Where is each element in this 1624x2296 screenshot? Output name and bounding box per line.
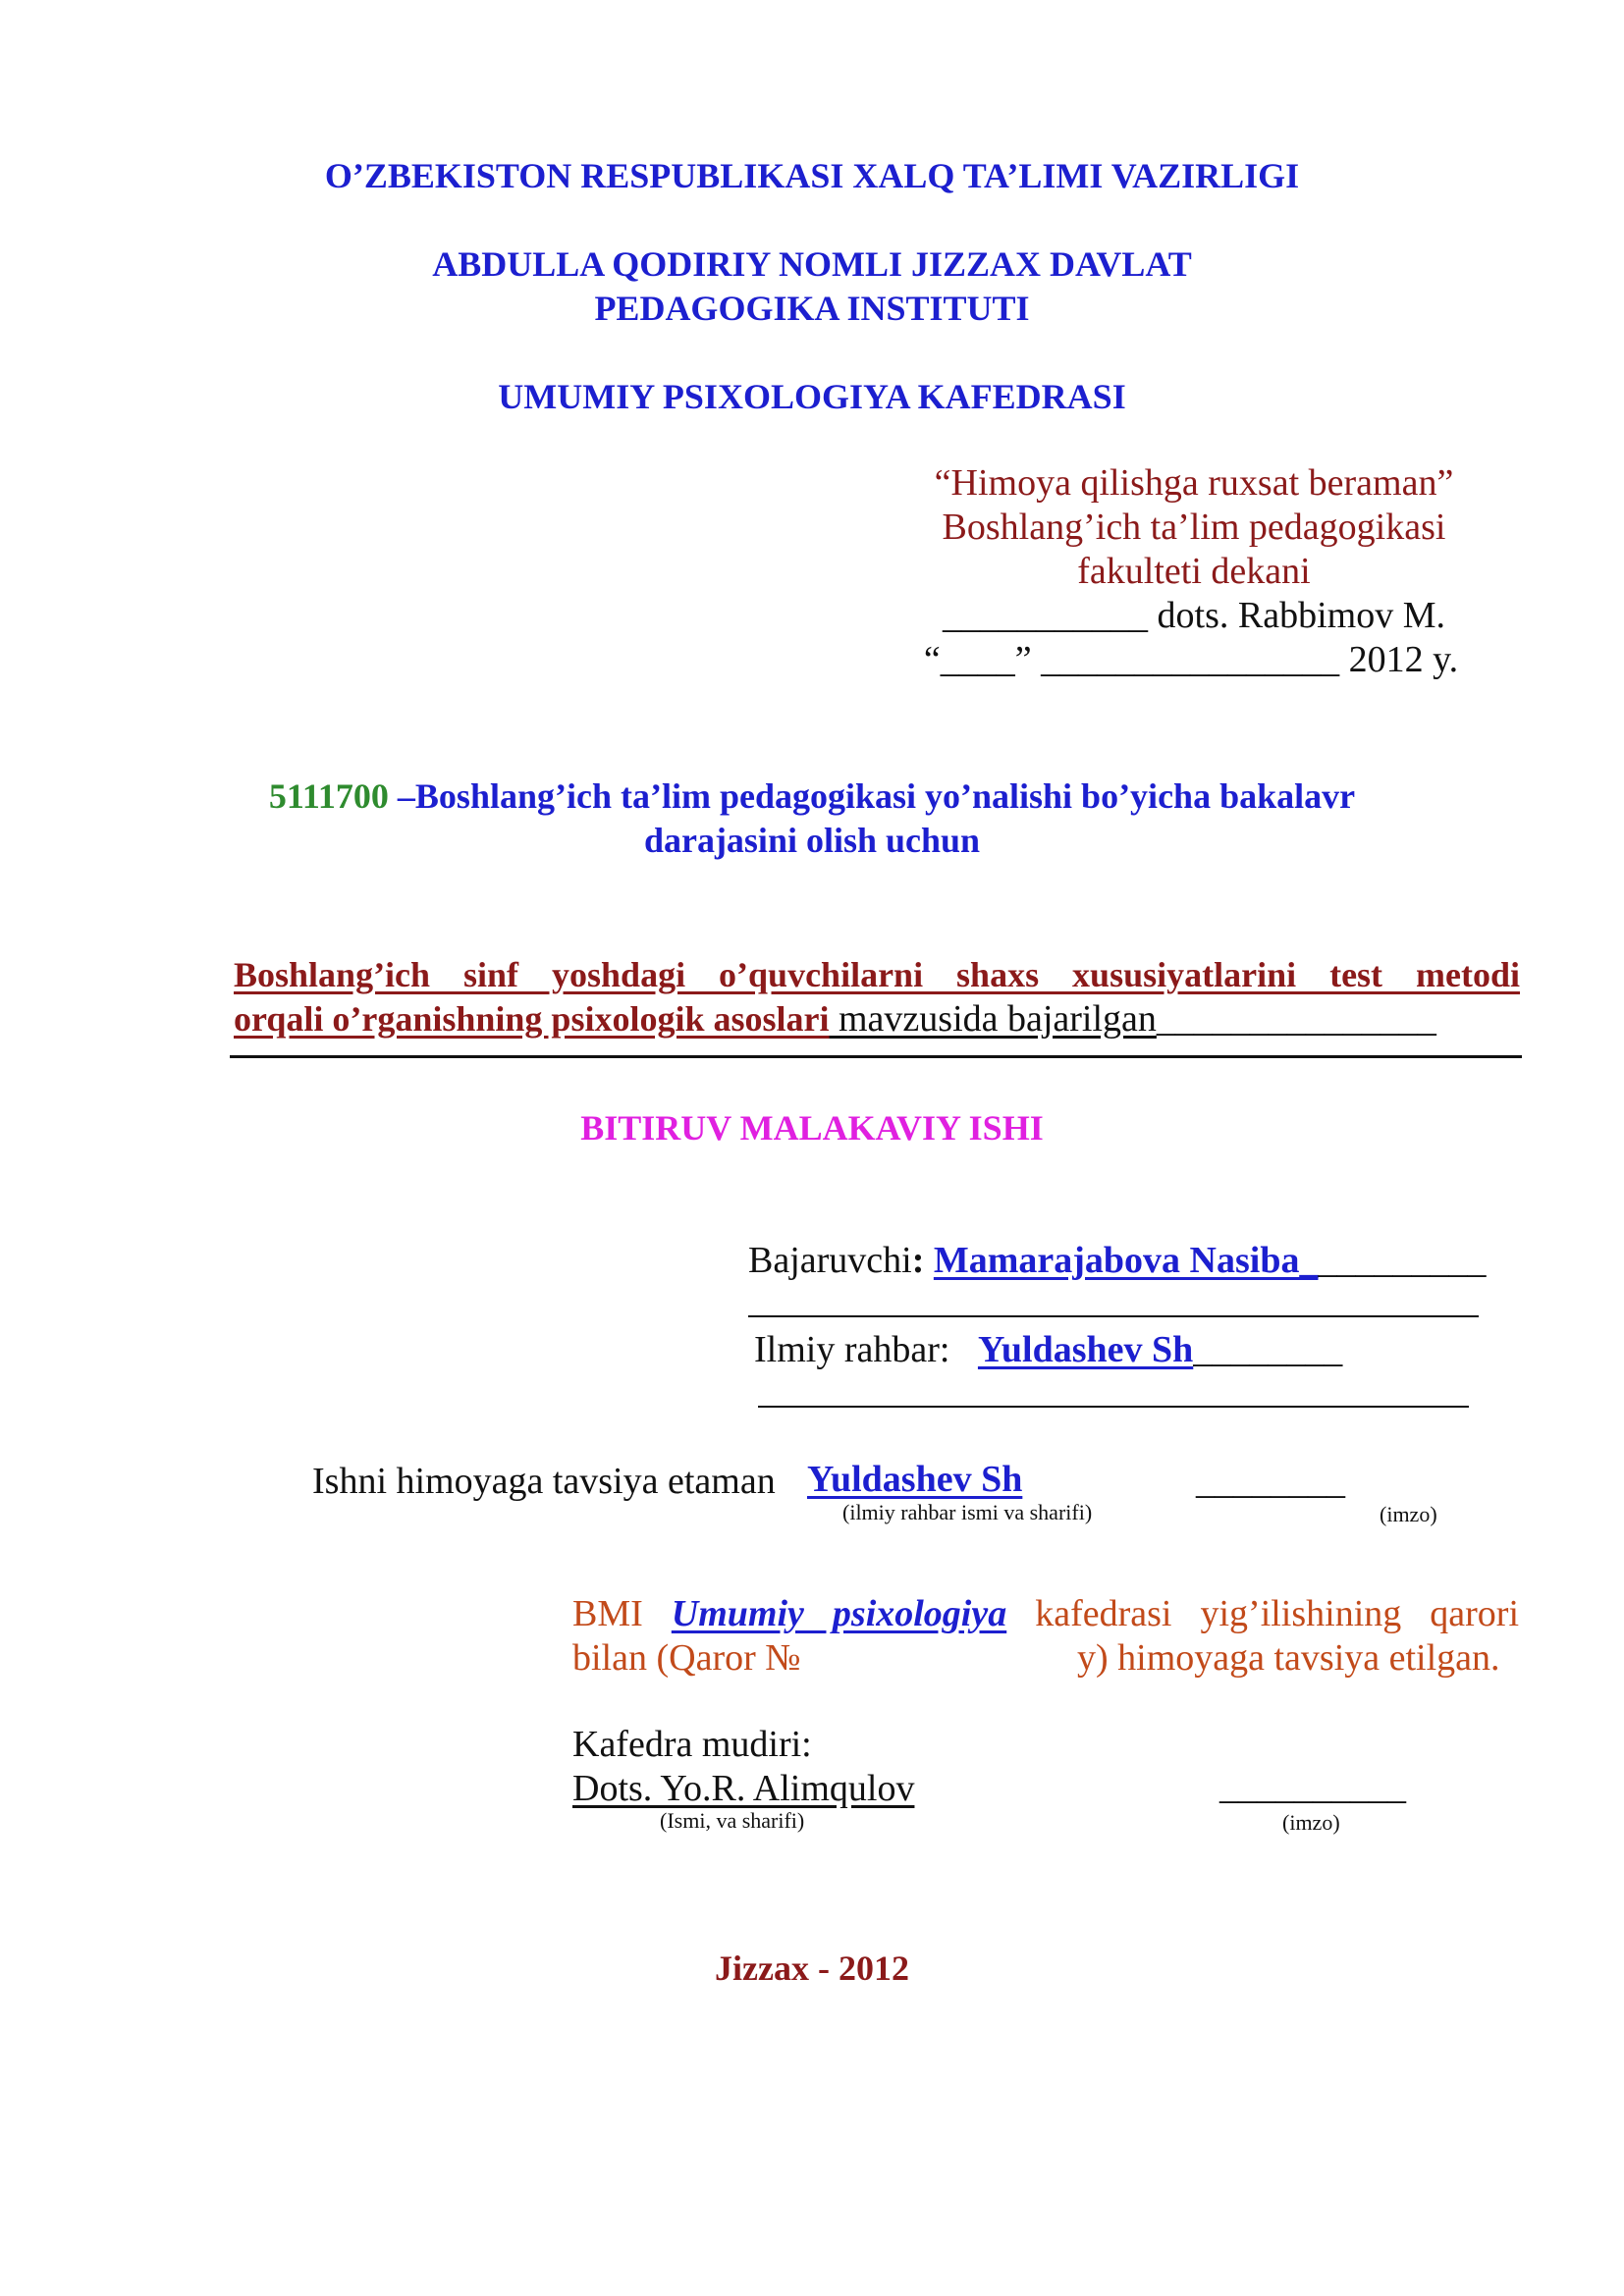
topic-line2	[234, 997, 1520, 1041]
head-sign-caption: (imzo)	[1282, 1810, 1340, 1835]
approval-date-line: “____” ________________ 2012 y.	[923, 639, 1459, 680]
recommend-sign-caption: (imzo)	[1380, 1502, 1437, 1526]
performer-underline	[748, 1315, 1479, 1317]
recommend-name-caption: (ilmiy rahbar ismi va sharifi)	[842, 1500, 1093, 1524]
head-name-caption: (Ismi, va sharifi)	[660, 1808, 805, 1833]
supervisor-name: Yuldashev Sh	[977, 1329, 1194, 1370]
performer-trail-line: _________	[1318, 1240, 1487, 1281]
institute-title-line2: PEDAGOGIKA INSTITUTI	[594, 289, 1030, 328]
approval-line2: Boshlang’ich ta’lim pedagogikasi	[942, 507, 1446, 548]
topic-divider	[230, 1055, 1522, 1058]
head-label: Kafedra mudiri:	[572, 1724, 812, 1765]
direction-line2: darajasini olish uchun	[643, 821, 981, 860]
bmi-line1	[572, 1592, 1519, 1635]
bmi-line2-start: bilan (Qaror №	[572, 1637, 801, 1679]
performer-label: Bajaruvchi	[748, 1240, 912, 1281]
direction-text: –Boshlang’ich ta’lim pedagogikasi yo’nalishi bo’yicha bakalavr	[388, 776, 1356, 816]
bmi-prefix: BMI	[572, 1593, 643, 1634]
supervisor-row	[754, 1328, 1342, 1371]
recommend-text: Ishni himoyaga tavsiya etaman	[312, 1461, 776, 1502]
approval-line3: fakulteti dekani	[1077, 551, 1311, 592]
direction-line1	[0, 775, 1624, 817]
topic-title-end: orqali o’rganishning psixologik asoslari	[234, 999, 830, 1039]
bmi-line1-rest: kafedrasi yig’ilishining qarori	[1035, 1593, 1519, 1634]
performer-colon: :	[911, 1240, 925, 1281]
topic-line1: Boshlang’ich sinf yoshdagi o’quvchilarni shaxs xususiyatlarini test metodi	[234, 955, 1520, 994]
supervisor-trail-line: ________	[1193, 1329, 1343, 1370]
document-type: BITIRUV MALAKAVIY ISHI	[580, 1108, 1044, 1148]
bmi-department: Umumiy psixologiya	[671, 1593, 1007, 1634]
supervisor-label: Ilmiy rahbar:	[754, 1329, 950, 1370]
head-sign-line: __________	[1219, 1766, 1406, 1807]
direction-code: 5111700	[268, 776, 389, 816]
approval-signature-line: ___________ dots. Rabbimov M.	[943, 595, 1445, 636]
head-name: Dots. Yo.R. Alimqulov	[572, 1768, 915, 1809]
institute-title-line1: ABDULLA QODIRIY NOMLI JIZZAX DAVLAT	[432, 244, 1192, 284]
supervisor-underline	[758, 1406, 1469, 1408]
footer-city-year: Jizzax - 2012	[715, 1949, 909, 1988]
department-title: UMUMIY PSIXOLOGIYA KAFEDRASI	[498, 377, 1126, 416]
ministry-title: O’ZBEKISTON RESPUBLIKASI XALQ TA’LIMI VAZIRLIGI	[324, 156, 1300, 195]
topic-trail-line: _______________	[1156, 998, 1436, 1040]
topic-suffix: mavzusida bajarilgan	[829, 998, 1157, 1040]
approval-line1: “Himoya qilishga ruxsat beraman”	[934, 462, 1454, 504]
bmi-line2-end: y) himoyaga tavsiya etilgan.	[1077, 1637, 1500, 1679]
performer-name: Mamarajabova Nasiba_	[933, 1240, 1319, 1281]
recommend-supervisor-name: Yuldashev Sh	[807, 1459, 1023, 1500]
recommend-sign-line: ________	[1196, 1461, 1345, 1502]
performer-row	[748, 1239, 1486, 1282]
